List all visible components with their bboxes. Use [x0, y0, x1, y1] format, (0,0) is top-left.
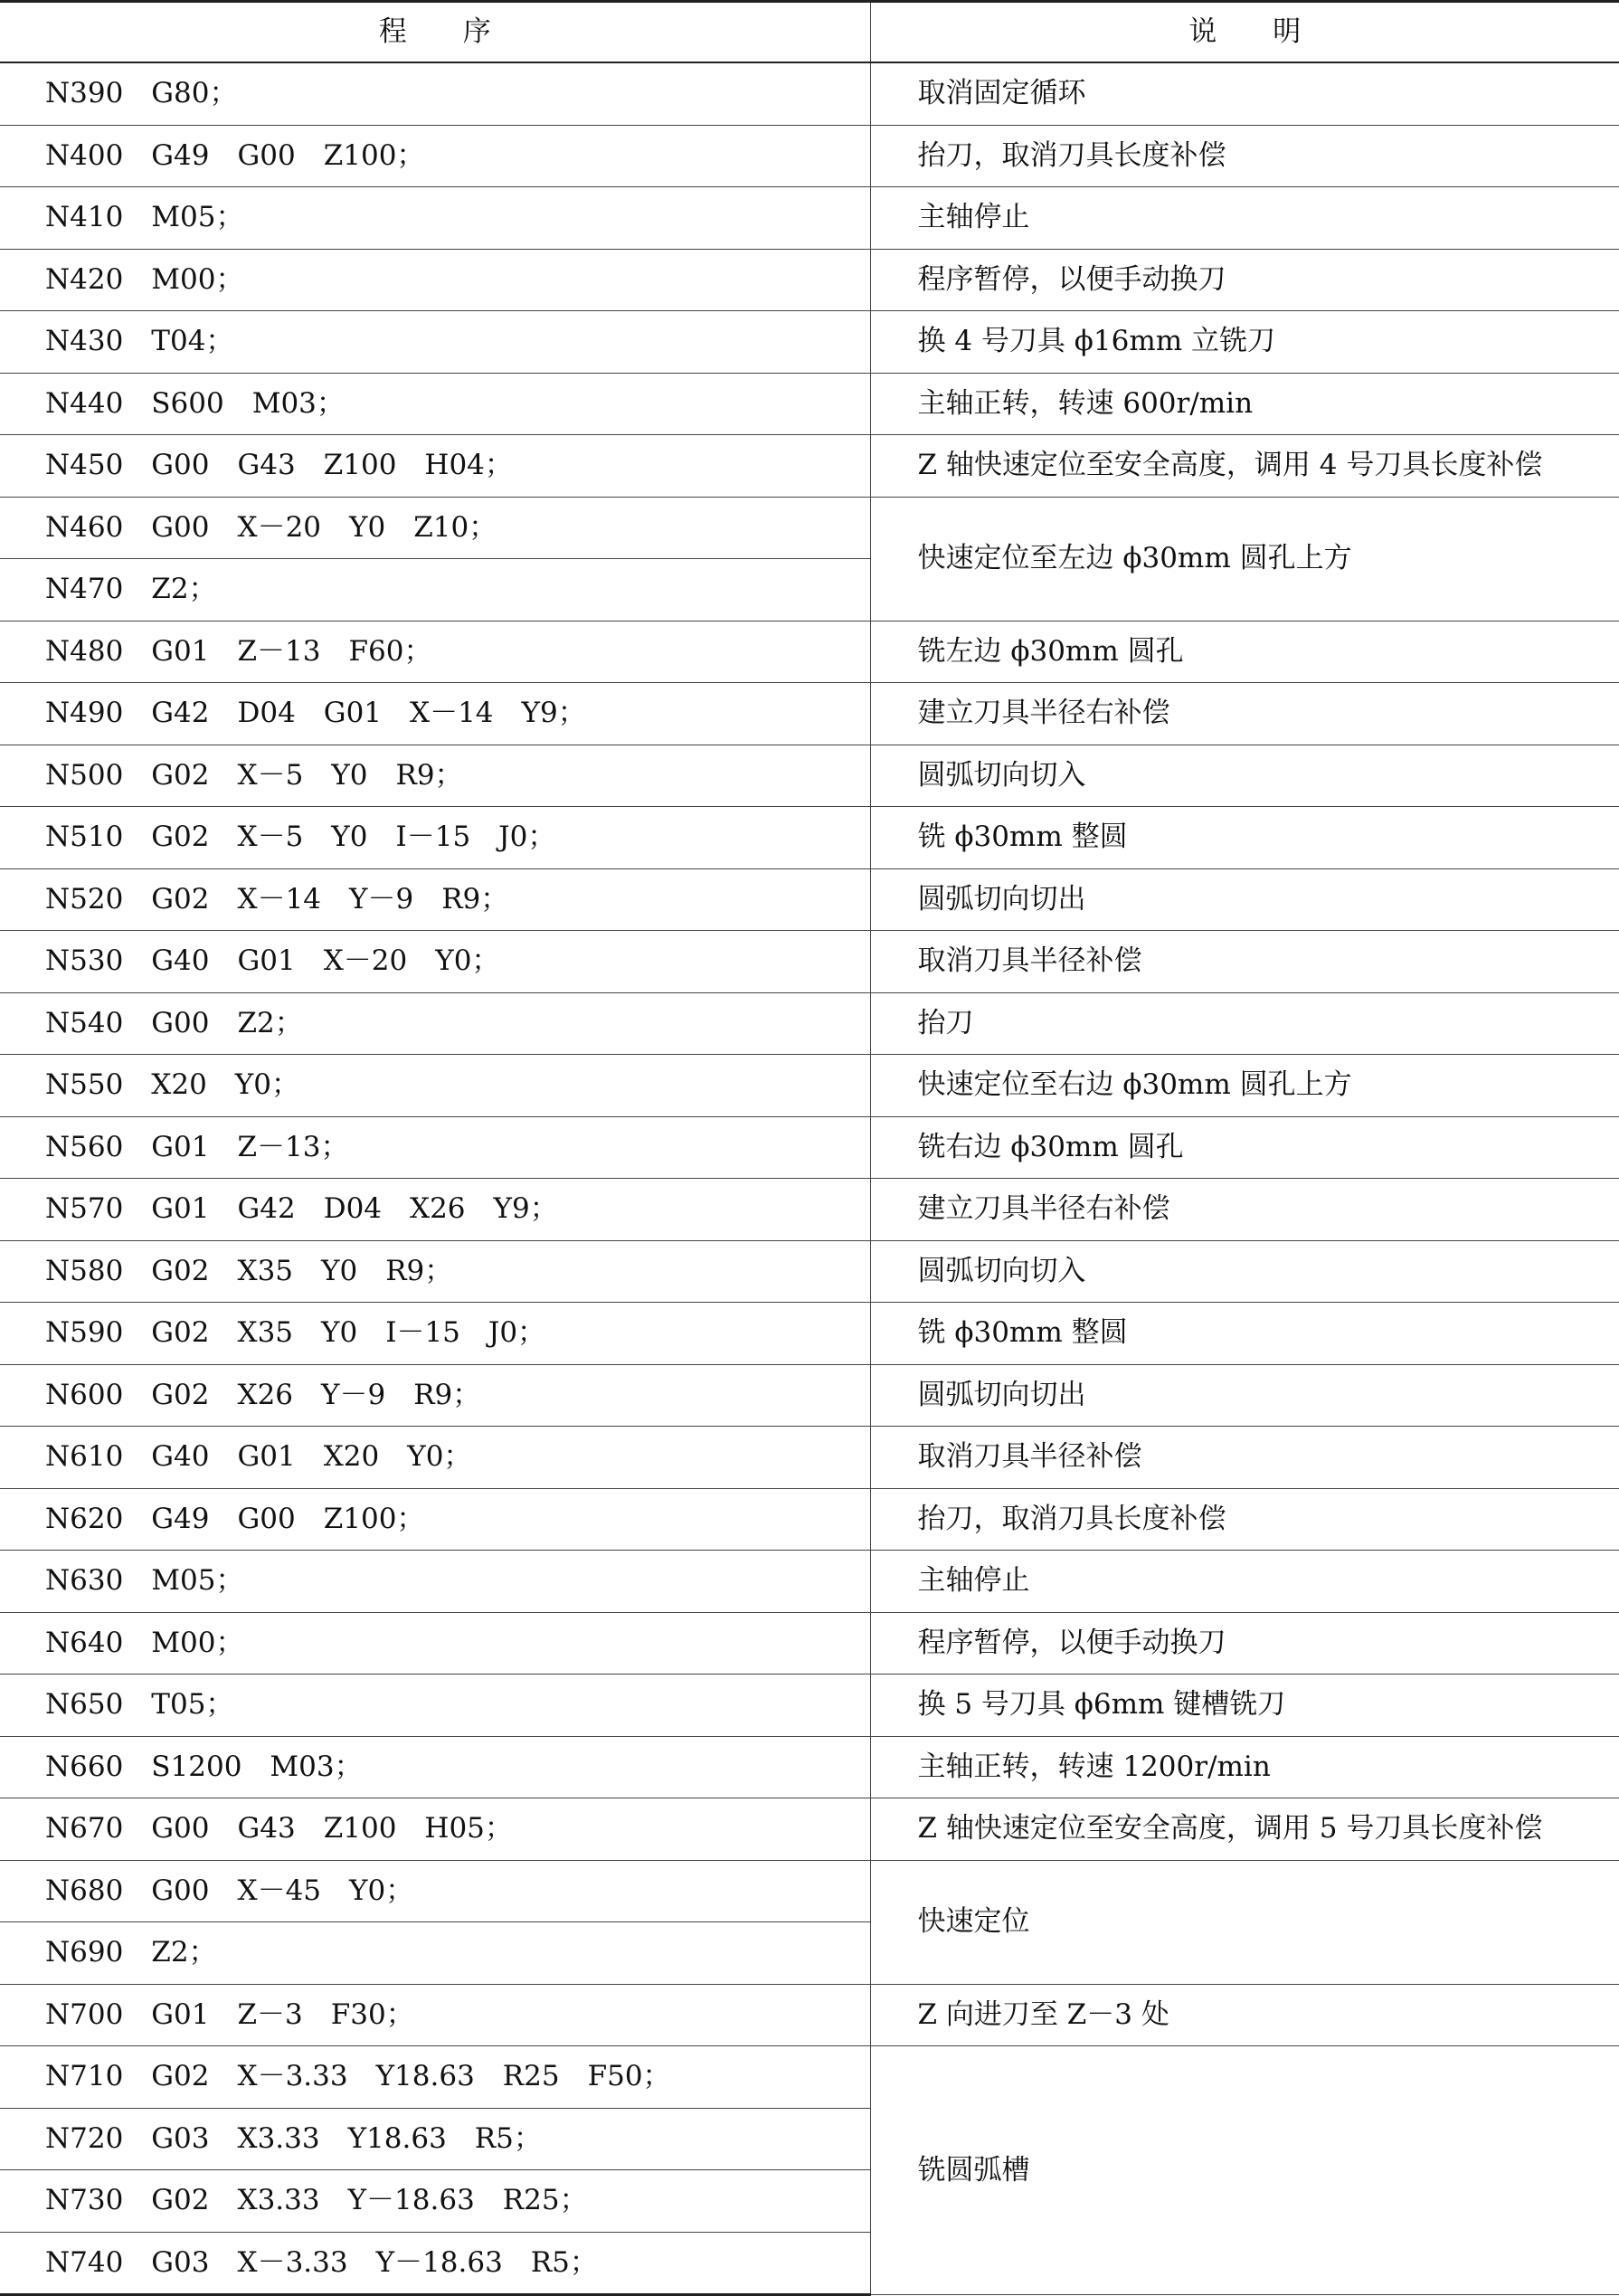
program-column-header: 程 序 — [0, 2, 870, 63]
table-row — [0, 1736, 1619, 1798]
explanation-cell: 主轴正转，转速 600r/min — [870, 373, 1619, 435]
program-cell: N430 T04； — [0, 311, 870, 374]
program-cell: N460 G00 X－20 Y0 Z10； — [0, 497, 870, 559]
program-cell: N680 G00 X－45 Y0； — [0, 1860, 870, 1922]
explanation-cell: 建立刀具半径右补偿 — [870, 683, 1619, 745]
program-cell: N700 G01 Z－3 F30； — [0, 1984, 870, 2046]
explanation-cell: Z 轴快速定位至安全高度，调用 5 号刀具长度补偿 — [870, 1798, 1619, 1861]
program-cell: N480 G01 Z－13 F60； — [0, 621, 870, 683]
program-cell: N500 G02 X－5 Y0 R9； — [0, 745, 870, 807]
explanation-cell: 抬刀，取消刀具长度补偿 — [870, 1488, 1619, 1551]
explanation-cell: 换 5 号刀具 ϕ6mm 键槽铣刀 — [870, 1675, 1619, 1737]
explanation-cell: 圆弧切向切入 — [870, 745, 1619, 807]
explanation-cell: 程序暂停，以便手动换刀 — [870, 249, 1619, 311]
table-row — [0, 1303, 1619, 1365]
explanation-cell: 主轴停止 — [870, 1551, 1619, 1613]
table-row — [0, 1675, 1619, 1737]
program-cell: N690 Z2； — [0, 1922, 870, 1985]
explanation-cell: 换 4 号刀具 ϕ16mm 立铣刀 — [870, 311, 1619, 374]
table-row — [0, 435, 1619, 498]
program-cell: N550 X20 Y0； — [0, 1055, 870, 1117]
explanation-cell: 圆弧切向切出 — [870, 1364, 1619, 1427]
table-row — [0, 1551, 1619, 1613]
program-cell: N560 G01 Z－13； — [0, 1116, 870, 1179]
explanation-cell: 抬刀，取消刀具长度补偿 — [870, 125, 1619, 187]
table-body — [0, 62, 1619, 2295]
program-cell: N410 M05； — [0, 187, 870, 250]
program-cell: N520 G02 X－14 Y－9 R9； — [0, 868, 870, 931]
program-cell: N670 G00 G43 Z100 H05； — [0, 1798, 870, 1861]
program-cell: N530 G40 G01 X－20 Y0； — [0, 931, 870, 993]
table-row — [0, 1179, 1619, 1241]
explanation-cell: 程序暂停，以便手动换刀 — [870, 1612, 1619, 1675]
program-cell: N590 G02 X35 Y0 I－15 J0； — [0, 1303, 870, 1365]
explanation-cell: 取消固定循环 — [870, 62, 1619, 125]
explanation-cell: 快速定位至右边 ϕ30mm 圆孔上方 — [870, 1055, 1619, 1117]
program-cell: N640 M00； — [0, 1612, 870, 1675]
table-row — [0, 1055, 1619, 1117]
table-row — [0, 1116, 1619, 1179]
table-row — [0, 1798, 1619, 1861]
program-cell: N720 G03 X3.33 Y18.63 R5； — [0, 2108, 870, 2170]
program-cell: N490 G42 D04 G01 X－14 Y9； — [0, 683, 870, 745]
program-cell: N650 T05； — [0, 1675, 870, 1737]
explanation-cell: 圆弧切向切入 — [870, 1240, 1619, 1303]
table-row — [0, 2046, 1619, 2109]
program-cell: N580 G02 X35 Y0 R9； — [0, 1240, 870, 1303]
explanation-cell: 快速定位至左边 ϕ30mm 圆孔上方 — [870, 497, 1619, 621]
table-row — [0, 1984, 1619, 2046]
explanation-cell: 铣右边 ϕ30mm 圆孔 — [870, 1116, 1619, 1179]
table-row — [0, 1364, 1619, 1427]
table-row — [0, 62, 1619, 125]
program-cell: N420 M00； — [0, 249, 870, 311]
program-cell: N540 G00 Z2； — [0, 992, 870, 1055]
program-cell: N390 G80； — [0, 62, 870, 125]
table-row — [0, 1240, 1619, 1303]
program-cell: N610 G40 G01 X20 Y0； — [0, 1427, 870, 1489]
explanation-cell: 铣圆弧槽 — [870, 2046, 1619, 2295]
program-cell: N620 G49 G00 Z100； — [0, 1488, 870, 1551]
explanation-cell: Z 向进刀至 Z－3 处 — [870, 1984, 1619, 2046]
program-cell: N450 G00 G43 Z100 H04； — [0, 435, 870, 498]
explanation-cell: 铣 ϕ30mm 整圆 — [870, 1303, 1619, 1365]
table-row — [0, 931, 1619, 993]
table-row — [0, 745, 1619, 807]
program-cell: N440 S600 M03； — [0, 373, 870, 435]
table-row — [0, 683, 1619, 745]
explanation-cell: 铣 ϕ30mm 整圆 — [870, 807, 1619, 869]
program-cell: N630 M05； — [0, 1551, 870, 1613]
explanation-cell: 取消刀具半径补偿 — [870, 931, 1619, 993]
explanation-cell: 取消刀具半径补偿 — [870, 1427, 1619, 1489]
table-row — [0, 807, 1619, 869]
explanation-cell: 快速定位 — [870, 1860, 1619, 1984]
table-row — [0, 125, 1619, 187]
program-cell: N570 G01 G42 D04 X26 Y9； — [0, 1179, 870, 1241]
explanation-cell: 主轴停止 — [870, 187, 1619, 250]
table-row — [0, 1488, 1619, 1551]
table-row — [0, 1427, 1619, 1489]
table-row — [0, 992, 1619, 1055]
program-cell: N710 G02 X－3.33 Y18.63 R25 F50； — [0, 2046, 870, 2109]
table-row — [0, 621, 1619, 683]
explanation-cell: 建立刀具半径右补偿 — [870, 1179, 1619, 1241]
program-cell: N660 S1200 M03； — [0, 1736, 870, 1798]
program-cell: N400 G49 G00 Z100； — [0, 125, 870, 187]
explanation-cell: 抬刀 — [870, 992, 1619, 1055]
program-cell: N510 G02 X－5 Y0 I－15 J0； — [0, 807, 870, 869]
table-row — [0, 249, 1619, 311]
table-row — [0, 868, 1619, 931]
program-cell: N470 Z2； — [0, 559, 870, 621]
explanation-cell: 圆弧切向切出 — [870, 868, 1619, 931]
explanation-column-header: 说 明 — [870, 2, 1619, 63]
header-row — [0, 2, 1619, 63]
explanation-cell: Z 轴快速定位至安全高度，调用 4 号刀具长度补偿 — [870, 435, 1619, 498]
table-row — [0, 187, 1619, 250]
table-row — [0, 1612, 1619, 1675]
program-cell: N740 G03 X－3.33 Y－18.63 R5； — [0, 2232, 870, 2295]
program-cell: N600 G02 X26 Y－9 R9； — [0, 1364, 870, 1427]
table-row — [0, 1860, 1619, 1922]
explanation-cell: 主轴正转，转速 1200r/min — [870, 1736, 1619, 1798]
table-row — [0, 373, 1619, 435]
program-cell: N730 G02 X3.33 Y－18.63 R25； — [0, 2170, 870, 2233]
explanation-cell: 铣左边 ϕ30mm 圆孔 — [870, 621, 1619, 683]
table-row — [0, 311, 1619, 374]
table-row — [0, 497, 1619, 559]
